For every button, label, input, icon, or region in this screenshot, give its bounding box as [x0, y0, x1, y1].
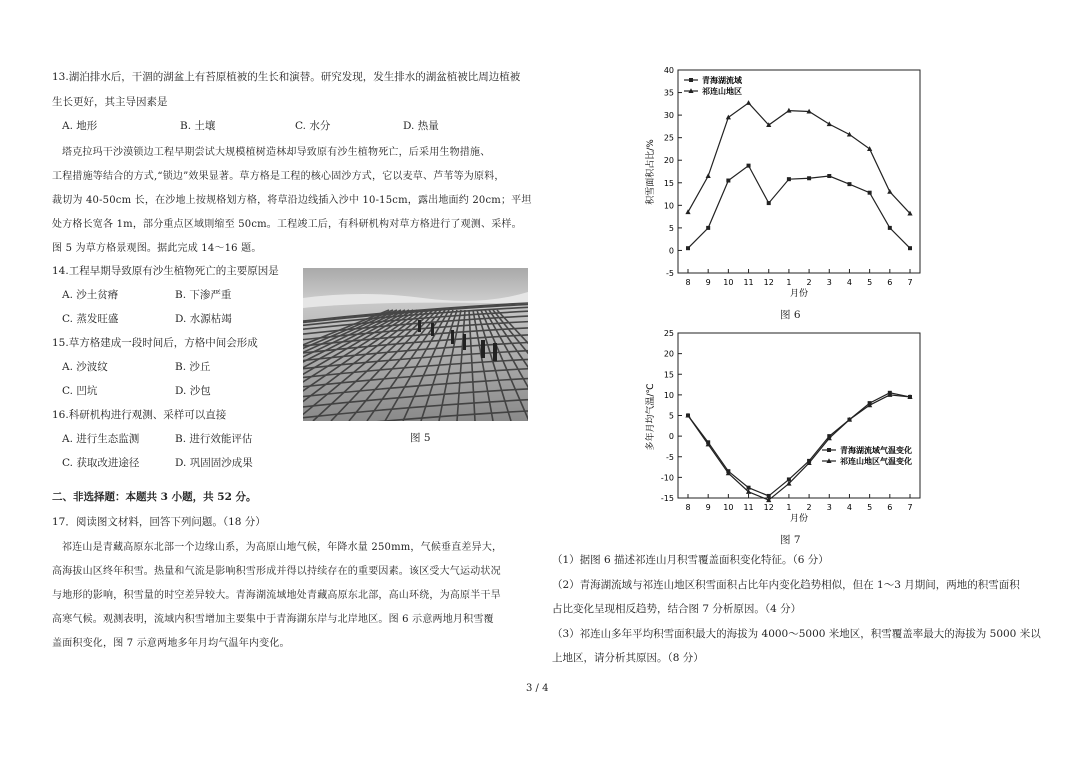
fig7-y-axis-label: 多年月均气温/℃ [646, 383, 656, 451]
fig7-y-tick-label: 5 [668, 411, 674, 421]
fig7-chart [640, 325, 940, 530]
q13-stem-line2: 生长更好，其主导因素是 [52, 96, 168, 108]
q15-option-b: B. 沙丘 [175, 361, 211, 373]
fig7-x-tick-label: 12 [763, 503, 774, 512]
fig7-y-tick-label: 0 [668, 432, 674, 442]
fig6-x-tick-label: 5 [867, 278, 873, 287]
passage2-line4: 高寒气候。观测表明，流域内积雪增加主要集中于青海湖东岸与北岸地区。图 6 示意两地月积雪覆 [52, 614, 494, 625]
passage1-line5: 图 5 为草方格景观图。据此完成 14～16 题。 [52, 243, 262, 254]
fig6-y-tick-label: 10 [663, 201, 674, 211]
page-number: 3 / 4 [526, 683, 549, 694]
fig6-legend-label-2: 祁连山地区 [702, 87, 742, 96]
fig6-x-tick-label: 9 [705, 278, 711, 287]
fig7-y-tick-label: -5 [666, 452, 674, 462]
fig6-x-tick-label: 3 [826, 278, 832, 287]
fig6-x-tick-label: 12 [763, 278, 774, 287]
fig6-x-tick-label: 1 [786, 278, 792, 287]
fig6-y-axis-label: 积雪面积占比/% [646, 139, 656, 205]
fig6-point-1 [847, 182, 851, 186]
fig7-series-line-1 [688, 393, 910, 496]
passage2-line1: 祁连山是青藏高原东北部一个边缘山系，为高原山地气候，年降水量 250mm，气候垂直差异大， [62, 542, 503, 553]
fig6-point-1 [807, 176, 811, 180]
q13-option-d: D. 热量 [403, 120, 439, 132]
q14-option-d: D. 水源枯竭 [175, 313, 232, 325]
section2-heading: 二、非选择题：本题共 3 小题，共 52 分。 [52, 491, 257, 503]
fig7-y-tick-label: -10 [660, 473, 674, 483]
q17-3-line2: 上地区，请分析其原因。（8 分） [552, 652, 704, 664]
fig7-y-tick-label: 25 [663, 329, 674, 338]
q13-stem-line1: 13.湖泊排水后，干涸的湖盆上有苔原植被的生长和演替。研究发现，发生排水的湖盆植被比周边植被 [52, 71, 521, 83]
q16-stem: 16.科研机构进行观测、采样可以直接 [52, 409, 227, 421]
fig7-legend-marker-1 [827, 448, 831, 452]
q15-option-c: C. 凹坑 [62, 385, 98, 397]
fig6-point-1 [747, 164, 751, 168]
fig7-x-tick-label: 8 [685, 503, 691, 512]
fig6-point-2 [706, 173, 711, 178]
fig7-legend-label-1: 青海湖流域气温变化 [840, 446, 912, 455]
q17-stem: 17．阅读图文材料，回答下列问题。（18 分） [52, 516, 266, 528]
passage1-line3: 裁切为 40-50cm 长，在沙地上按规格划方格，将草沿边线插入沙中 10-15cm，露出地面约 20cm；平坦 [52, 195, 532, 206]
fig6-plot-frame [678, 70, 920, 273]
fig6-x-tick-label: 4 [846, 278, 853, 287]
q17-2-line2: 占比变化呈现相反趋势，结合图 7 分析原因。（4 分） [552, 603, 802, 615]
fig7-y-tick-label: 15 [663, 370, 674, 380]
fig6-y-tick-label: 15 [663, 178, 674, 188]
fig6-x-tick-label: 6 [887, 278, 893, 287]
q14-option-b: B. 下渗严重 [175, 289, 232, 301]
fig7-y-tick-label: 20 [663, 349, 674, 359]
fig6-point-2 [726, 115, 731, 120]
q17-2-line1: （2）青海湖流域与祁连山地区积雪面积占比年内变化趋势相似，但在 1～3 月期间，两地的积雪面积 [552, 579, 1020, 591]
fig6-legend-label-1: 青海湖流域 [702, 76, 742, 85]
fig7-x-tick-label: 4 [846, 503, 853, 512]
q14-option-c: C. 蒸发旺盛 [62, 313, 119, 325]
fig6-x-tick-label: 11 [743, 278, 754, 287]
fig6-point-1 [767, 201, 771, 205]
q17-1: （1）据图 6 描述祁连山月积雪覆盖面积变化特征。（6 分） [552, 554, 829, 566]
fig6-y-tick-label: 20 [663, 156, 674, 166]
fig6-caption: 图 6 [780, 309, 801, 321]
q16-option-a: A. 进行生态监测 [62, 433, 140, 445]
fig6-point-2 [827, 121, 832, 126]
passage1-line1: 塔克拉玛干沙漠锁边工程早期尝试大规模植树造林却导致原有沙生植物死亡，后采用生物措施、 [62, 147, 491, 158]
fig6-y-tick-label: 25 [663, 133, 674, 143]
fig6-y-tick-label: -5 [666, 269, 674, 278]
fig7-x-tick-label: 2 [806, 503, 812, 512]
fig7-x-tick-label: 9 [705, 503, 711, 512]
fig7-x-tick-label: 11 [743, 503, 754, 512]
fig6-point-1 [787, 177, 791, 181]
fig6-x-tick-label: 2 [806, 278, 812, 287]
q13-option-b: B. 土壤 [180, 120, 216, 132]
fig7-y-tick-label: 10 [663, 390, 674, 400]
fig6-point-2 [746, 100, 751, 105]
fig7-x-tick-label: 3 [826, 503, 832, 512]
q13-option-c: C. 水分 [295, 120, 331, 132]
fig6-point-1 [726, 179, 730, 183]
fig6-y-tick-label: 40 [663, 66, 674, 75]
fig6-y-tick-label: 30 [663, 111, 674, 121]
straw-checkerboard-photo [303, 268, 528, 421]
passage2-line3: 与地形的影响，积雪量的时空差异较大。青海湖流域地处青藏高原东北部，高山环绕，为高原半干旱 [52, 590, 501, 601]
q13-option-a: A. 地形 [62, 120, 98, 132]
fig6-point-2 [867, 146, 872, 151]
fig5-caption: 图 5 [410, 432, 431, 444]
q15-option-a: A. 沙波纹 [62, 361, 108, 373]
fig6-y-tick-label: 0 [668, 246, 674, 256]
fig7-x-tick-label: 1 [786, 503, 792, 512]
fig6-x-tick-label: 10 [723, 278, 734, 287]
fig7-x-tick-label: 10 [723, 503, 734, 512]
passage2-line2: 高海拔山区终年积雪。热量和气流是影响积雪形成并得以持续存在的重要因素。该区受大气运动状况 [52, 566, 501, 577]
passage2-line5: 盖面积变化，图 7 示意两地多年月均气温年内变化。 [52, 638, 290, 649]
fig7-x-tick-label: 6 [887, 503, 893, 512]
q17-3-line1: （3）祁连山多年平均积雪面积最大的海拔为 4000～5000 米地区，积雪覆盖率最大的海拔为 5000 米以 [552, 628, 1041, 640]
fig6-point-1 [868, 191, 872, 195]
q15-option-d: D. 沙包 [175, 385, 211, 397]
q16-option-c: C. 获取改进途径 [62, 457, 140, 469]
fig6-x-axis-label: 月份 [789, 289, 809, 299]
fig6-point-1 [908, 246, 912, 250]
fig7-caption: 图 7 [780, 534, 801, 546]
fig6-point-1 [706, 226, 710, 230]
passage1-line4: 处方格长宽各 1m，部分重点区域則缩至 50cm。工程竣工后，有科研机构对草方格进行了观测、采样。 [52, 219, 522, 230]
q14-option-a: A. 沙土贫瘠 [62, 289, 119, 301]
straw-checkerboard-illustration [303, 268, 528, 421]
q16-option-d: D. 巩固固沙成果 [175, 457, 253, 469]
fig6-point-1 [888, 226, 892, 230]
fig6-point-1 [827, 174, 831, 178]
fig6-y-tick-label: 35 [663, 88, 674, 98]
fig6-legend-marker-1 [689, 78, 693, 82]
fig6-x-tick-label: 8 [685, 278, 691, 287]
fig7-legend-label-2: 祁连山地区气温变化 [840, 457, 912, 466]
fig6-x-tick-label: 7 [907, 278, 913, 287]
fig6-point-1 [686, 246, 690, 250]
q16-option-b: B. 进行效能评估 [175, 433, 253, 445]
fig6-series-line-1 [688, 166, 910, 249]
fig7-x-tick-label: 5 [867, 503, 873, 512]
fig7-x-axis-label: 月份 [789, 514, 809, 524]
q15-stem: 15.草方格建成一段时间后，方格中间会形成 [52, 337, 258, 349]
fig6-chart [640, 62, 940, 307]
passage1-line2: 工程措施等结合的方式,“锁边”效果显著。草方格是工程的核心固沙方式，它以麦草、芦苇等为原料， [52, 171, 505, 182]
fig7-y-tick-label: -15 [660, 494, 674, 503]
fig6-y-tick-label: 5 [668, 223, 674, 233]
fig7-x-tick-label: 7 [907, 503, 913, 512]
q14-stem: 14.工程早期导致原有沙生植物死亡的主要原因是 [52, 265, 279, 277]
fig6-point-2 [887, 189, 892, 194]
